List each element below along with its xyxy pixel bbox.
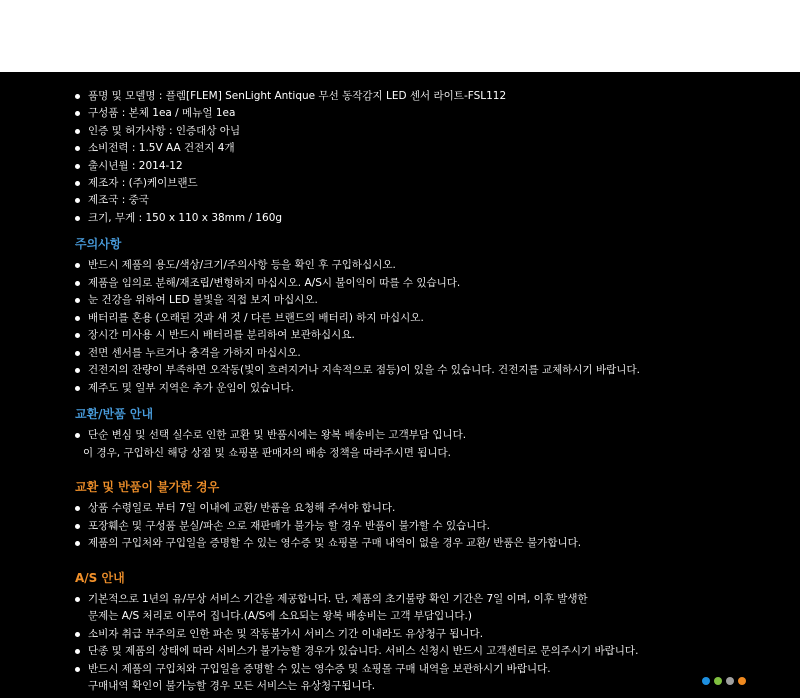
list-item: 배터리를 혼용 (오래된 것과 새 것 / 다른 브랜드의 배터리) 하지 마십시오. (75, 310, 800, 328)
list-item: 제주도 및 일부 지역은 추가 운임이 있습니다. (75, 380, 800, 398)
list-item: 출시년월 : 2014-12 (75, 158, 800, 175)
dot-icon (738, 677, 746, 685)
list-item: 장시간 미사용 시 반드시 배터리를 분리하여 보관하십시요. (75, 327, 800, 345)
exchange-line-2: 이 경우, 구입하신 해당 상점 및 쇼핑몰 판매자의 배송 정책을 따라주시면 됩니다. (83, 446, 451, 459)
exchange-line-1: 단순 변심 및 선택 실수로 인한 교환 및 반품시에는 왕복 배송비는 고객부담 입니다. (88, 429, 467, 442)
as-item-4-line-2: 구매내역 확인이 불가능할 경우 모든 서비스는 유상청구됩니다. (88, 680, 376, 693)
exchange-title: 교환/반품 안내 (75, 407, 154, 422)
caution-list (75, 257, 800, 397)
list-item: 제조국 : 중국 (75, 192, 800, 209)
list-item: 단종 및 제품의 상태에 따라 서비스가 불가능할 경우가 있습니다. 서비스 신청시 반드시 고객센터로 문의주시기 바랍니다. (75, 643, 800, 661)
not-allowed-title: 교환 및 반품이 불가한 경우 (75, 480, 220, 495)
as-item-1-line-1: 기본적으로 1년의 유/무상 서비스 기간을 제공합니다. 단, 제품의 초기불량 확인 기간은 7일 이며, 이후 발생한 (88, 592, 588, 605)
as-item-1-line-2: 문제는 A/S 처리로 이루어 집니다.(A/S에 소요되는 왕복 배송비는 고객 부담입니다.) (88, 610, 472, 623)
list-item: 포장훼손 및 구성품 분실/파손 으로 재판매가 불가능 할 경우 반품이 불가할 수 있습니다. (75, 518, 800, 536)
product-info-list (75, 88, 800, 227)
dot-icon (702, 677, 710, 685)
not-allowed-list (75, 500, 800, 553)
as-list (75, 591, 800, 696)
product-notice-content (0, 72, 800, 698)
list-item: 반드시 제품의 용도/색상/크기/주의사항 등을 확인 후 구입하십시오. (75, 257, 800, 275)
list-item: 품명 및 모델명 : 플렘[FLEM] SenLight Antique 무선 동작감지 LED 센서 라이트-FSL112 (75, 88, 800, 105)
as-item-4-line-1: 반드시 제품의 구입처와 구입일을 증명할 수 있는 영수증 및 쇼핑몰 구매 내역을 보관하시기 바랍니다. (88, 662, 551, 675)
list-item: 제품의 구입처와 구입일을 증명할 수 있는 영수증 및 쇼핑몰 구매 내역이 없을 경우 교환/ 반품은 불가합니다. (75, 535, 800, 553)
dot-icon (714, 677, 722, 685)
list-item (75, 591, 800, 626)
list-item: 제조자 : (주)케이브랜드 (75, 175, 800, 192)
list-item: 구성품 : 본체 1ea / 메뉴얼 1ea (75, 105, 800, 122)
list-item: 소비자 취급 부주의로 인한 파손 및 작동불가시 서비스 기간 이내라도 유상청구 됩니다. (75, 626, 800, 644)
as-title: A/S 안내 (75, 570, 125, 585)
caution-title: 주의사항 (75, 237, 122, 252)
list-item: 눈 건강을 위하여 LED 불빛을 직접 보지 마십시오. (75, 292, 800, 310)
dot-icon (726, 677, 734, 685)
list-item: 건전지의 잔량이 부족하면 오작동(빛이 흐려지거나 지속적으로 점등)이 있을 수 있습니다. 건전지를 교체하시기 바랍니다. (75, 362, 800, 380)
list-item: 전면 센서를 누르거나 충격을 가하지 마십시오. (75, 345, 800, 363)
exchange-list (75, 427, 800, 462)
list-item (75, 427, 800, 462)
top-white-bar (0, 0, 800, 72)
list-item: 인증 및 허가사항 : 인증대상 아님 (75, 123, 800, 140)
list-item: 크기, 무게 : 150 x 110 x 38mm / 160g (75, 210, 800, 227)
list-item: 제품을 임의로 분해/재조립/변형하지 마십시오. A/S시 불이익이 따를 수 있습니다. (75, 275, 800, 293)
list-item: 소비전력 : 1.5V AA 건전지 4개 (75, 140, 800, 157)
list-item (75, 661, 800, 696)
list-item: 상품 수령일로 부터 7일 이내에 교환/ 반품을 요청해 주셔야 합니다. (75, 500, 800, 518)
color-dots (702, 677, 746, 685)
